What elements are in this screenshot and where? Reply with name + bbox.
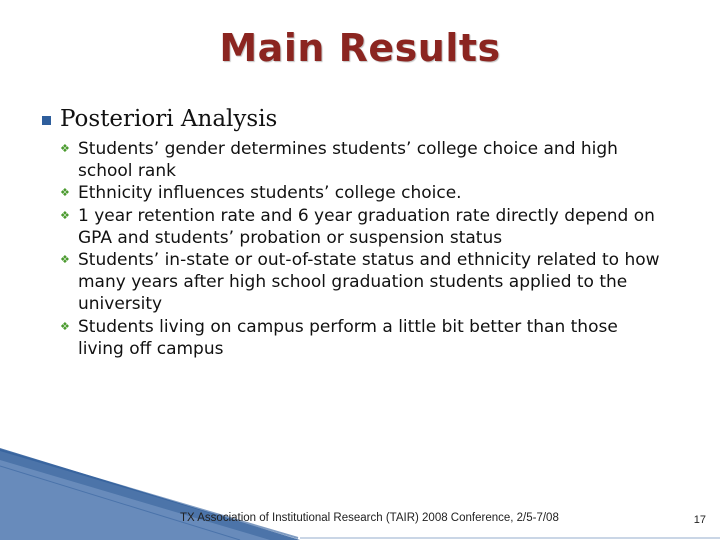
page-number: 17 [693,514,706,526]
square-bullet-icon [42,116,51,125]
slide-title: Main Results [219,26,501,70]
diamond-bullet-icon: ❖ [60,208,70,222]
list-item [60,138,660,182]
footer-text: TX Association of Institutional Research (TAIR) 2008 Conference, 2/5-7/08 [180,512,559,524]
diamond-bullet-icon: ❖ [60,319,70,333]
diamond-bullet-icon: ❖ [60,253,70,267]
list-item-text: Students living on campus perform a little bit better than those living off campus [78,316,618,359]
bullet-list [60,138,660,360]
list-item-text: Students’ gender determines students’ college choice and high school rank [78,139,618,182]
level1-bullet [42,106,277,132]
list-item [60,316,660,360]
diamond-bullet-icon: ❖ [60,142,70,155]
corner-decoration [0,440,720,540]
list-item [60,182,660,204]
list-item-text: Ethnicity influences students’ college choice. [78,183,462,204]
decoration-wedge-light [0,460,270,540]
list-item [60,205,660,249]
list-item [60,249,660,316]
level1-text: Posteriori Analysis [60,106,278,132]
list-item-text: 1 year retention rate and 6 year graduation rate directly depend on GPA and students’ probation or suspension status [78,205,655,248]
list-item-text: Students’ in-state or out-of-state status and ethnicity related to how many years after high school graduation students applied to the university [78,250,660,315]
diamond-bullet-icon: ❖ [60,186,70,200]
